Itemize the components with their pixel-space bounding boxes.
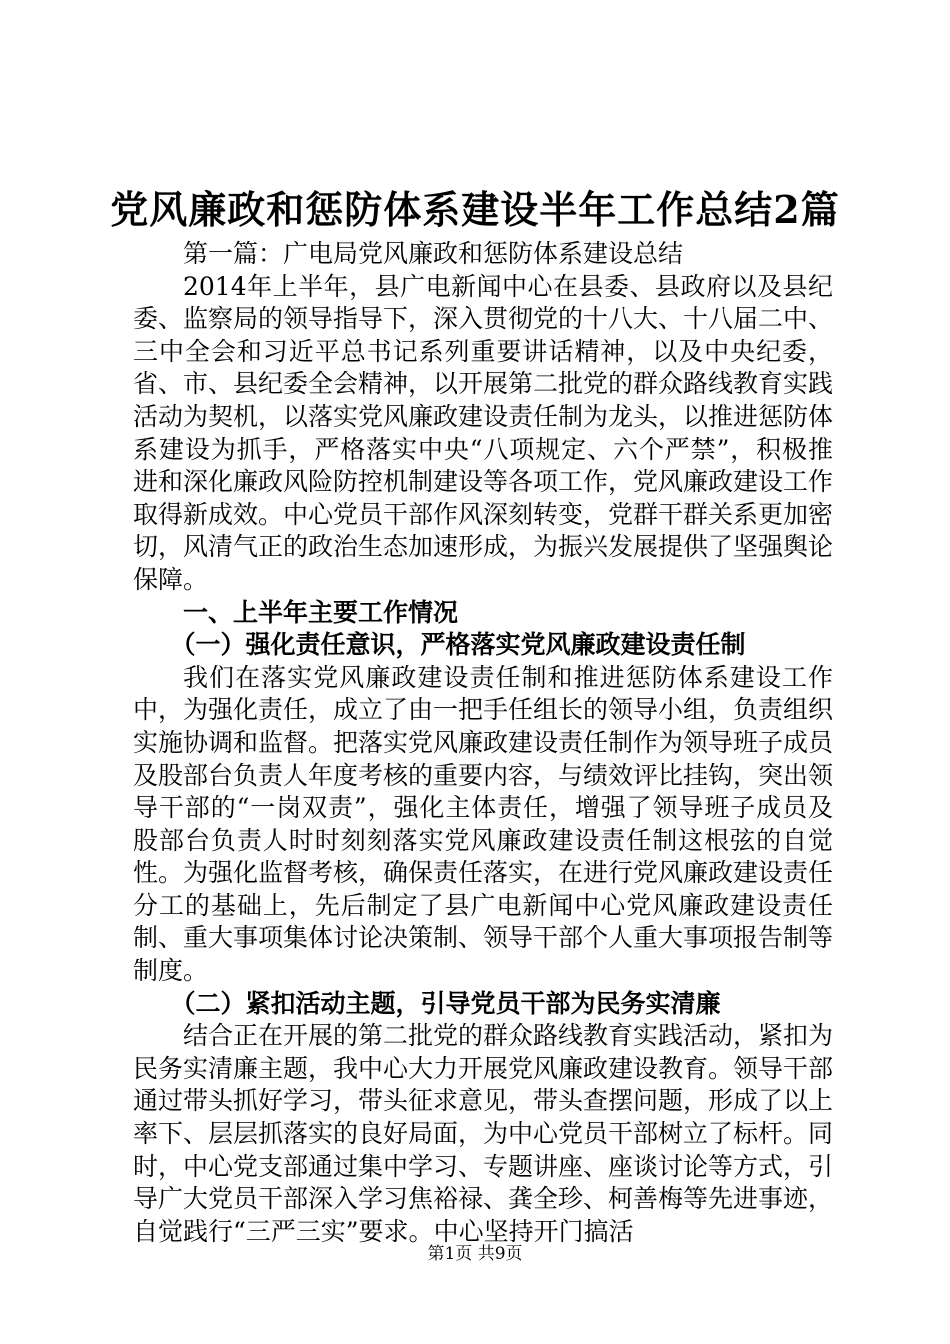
document-body [133,238,833,1248]
subsection-heading: （一）强化责任意识，严格落实党风廉政建设责任制 [170,630,746,660]
body-paragraph: 结合正在开展的第二批党的群众路线教育实践活动，紧扣为民务实清廉主题，我中心大力开展党风廉政建设教育。领导干部通过带头抓好学习，带头征求意见，带头查摆问题，形成了以上率下、层层抓落实的良好局面，为中心党员干部树立了标杆。同时，中心党支部通过集中学习、专题讲座、座谈讨论等方式，引导广大党员干部深入学习焦裕禄、龚全珍、柯善梅等先进事迹，自觉践行“三严三实”要求。中心坚持开门搞活 [133,1021,834,1246]
document-title: 党风廉政和惩防体系建设半年工作总结2篇 [110,187,840,232]
body-paragraph: 我们在落实党风廉政建设责任制和推进惩防体系建设工作中，为强化责任，成立了由一把手任组长的领导小组，负责组织实施协调和监督。把落实党风廉政建设责任制作为领导班子成员及股部台负责人年度考核的重要内容，与绩效评比挂钩，突出领导干部的“一岗双责”，强化主体责任，增强了领导班子成员及股部台负责人时时刻刻落实党风廉政建设责任制这根弦的自觉性。为强化监督考核，确保责任落实，在进行党风廉政建设责任分工的基础上，先后制定了县广电新闻中心党风廉政建设责任制、重大事项集体讨论决策制、领导干部个人重大事项报告制等制度。 [133,662,834,986]
subsection-heading: （二）紧扣活动主题，引导党员干部为民务实清廉 [170,988,721,1018]
section-title-part-one: 第一篇：广电局党风廉政和惩防体系建设总结 [183,239,684,268]
page-footer: 第1页 共9页 [427,1244,523,1264]
section-heading: 一、上半年主要工作情况 [183,597,459,627]
body-paragraph: 2014年上半年，县广电新闻中心在县委、县政府以及县纪委、监察局的领导指导下，深入贯彻党的十八大、十八届二中、三中全会和习近平总书记系列重要讲话精神，以及中央纪委，省、市、县纪委全会精神，以开展第二批党的群众路线教育实践活动为契机，以落实党风廉政建设责任制为龙头，以推进惩防体系建设为抓手，严格落实中央“八项规定、六个严禁”，积极推进和深化廉政风险防控机制建设等各项工作，党风廉政建设工作取得新成效。中心党员干部作风深刻转变，党群干群关系更加密切，风清气正的政治生态加速形成，为振兴发展提供了坚强舆论保障。 [133,271,834,594]
